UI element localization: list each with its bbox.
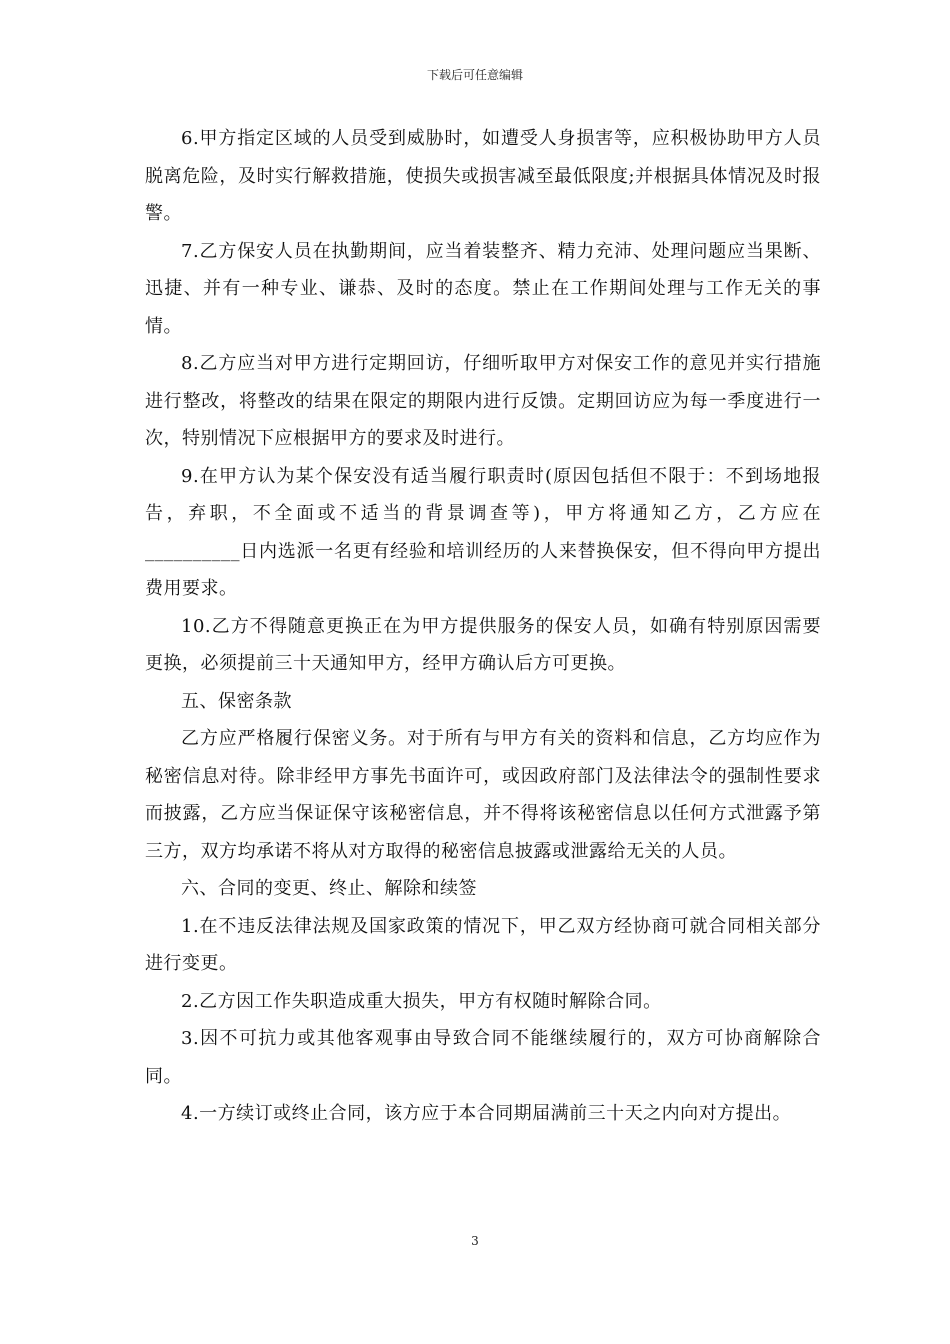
section-heading-confidentiality: 五、保密条款 [181, 690, 292, 712]
change-clause-2: 2.乙方因工作失职造成重大损失，甲方有权随时解除合同。 [181, 990, 662, 1012]
clause-8: 8.乙方应当对甲方进行定期回访，仔细听取甲方对保安工作的意见并实行措施进行整改，将整改的结果在限定的期限内进行反馈。定期回访应为每一季度进行一次，特别情况下应根据甲方的要求及时进行。 [145, 353, 821, 449]
confidentiality-paragraph: 乙方应严格履行保密义务。对于所有与甲方有关的资料和信息，乙方均应作为秘密信息对待。除非经甲方事先书面许可，或因政府部门及法律法令的强制性要求而披露，乙方应当保证保守该秘密信息，并不得将该秘密信息以任何方式泄露予第三方，双方均承诺不将从对方取得的秘密信息披露或泄露给无关的人员。 [145, 728, 821, 862]
document-body [145, 120, 821, 1133]
change-clause-1: 1.在不违反法律法规及国家政策的情况下，甲乙双方经协商可就合同相关部分进行变更。 [145, 915, 821, 974]
section-heading-contract-changes: 六、合同的变更、终止、解除和续签 [181, 878, 477, 899]
change-clause-3: 3.因不可抗力或其他客观事由导致合同不能继续履行的，双方可协商解除合同。 [145, 1028, 821, 1087]
page-number: 3 [471, 1234, 479, 1248]
clause-7: 7.乙方保安人员在执勤期间，应当着装整齐、精力充沛、处理问题应当果断、迅捷、并有一种专业、谦恭、及时的态度。禁止在工作期间处理与工作无关的事情。 [145, 240, 821, 337]
clause-9: 9.在甲方认为某个保安没有适当履行职责时(原因包括但不限于：不到场地报告，弃职，不全面或不适当的背景调查等)，甲方将通知乙方，乙方应在__________日内选派一名更有经验和培训经历的人来替换保安，但不得向甲方提出费用要求。 [145, 465, 821, 599]
clause-6: 6.甲方指定区域的人员受到威胁时，如遭受人身损害等，应积极协助甲方人员脱离危险，及时实行解救措施，使损失或损害减至最低限度;并根据具体情况及时报警。 [145, 128, 821, 224]
page-header-note: 下载后可任意编辑 [426, 68, 523, 82]
change-clause-4: 4.一方续订或终止合同，该方应于本合同期届满前三十天之内向对方提出。 [181, 1103, 792, 1124]
clause-10: 10.乙方不得随意更换正在为甲方提供服务的保安人员，如确有特别原因需要更换，必须提前三十天通知甲方，经甲方确认后方可更换。 [145, 615, 821, 674]
